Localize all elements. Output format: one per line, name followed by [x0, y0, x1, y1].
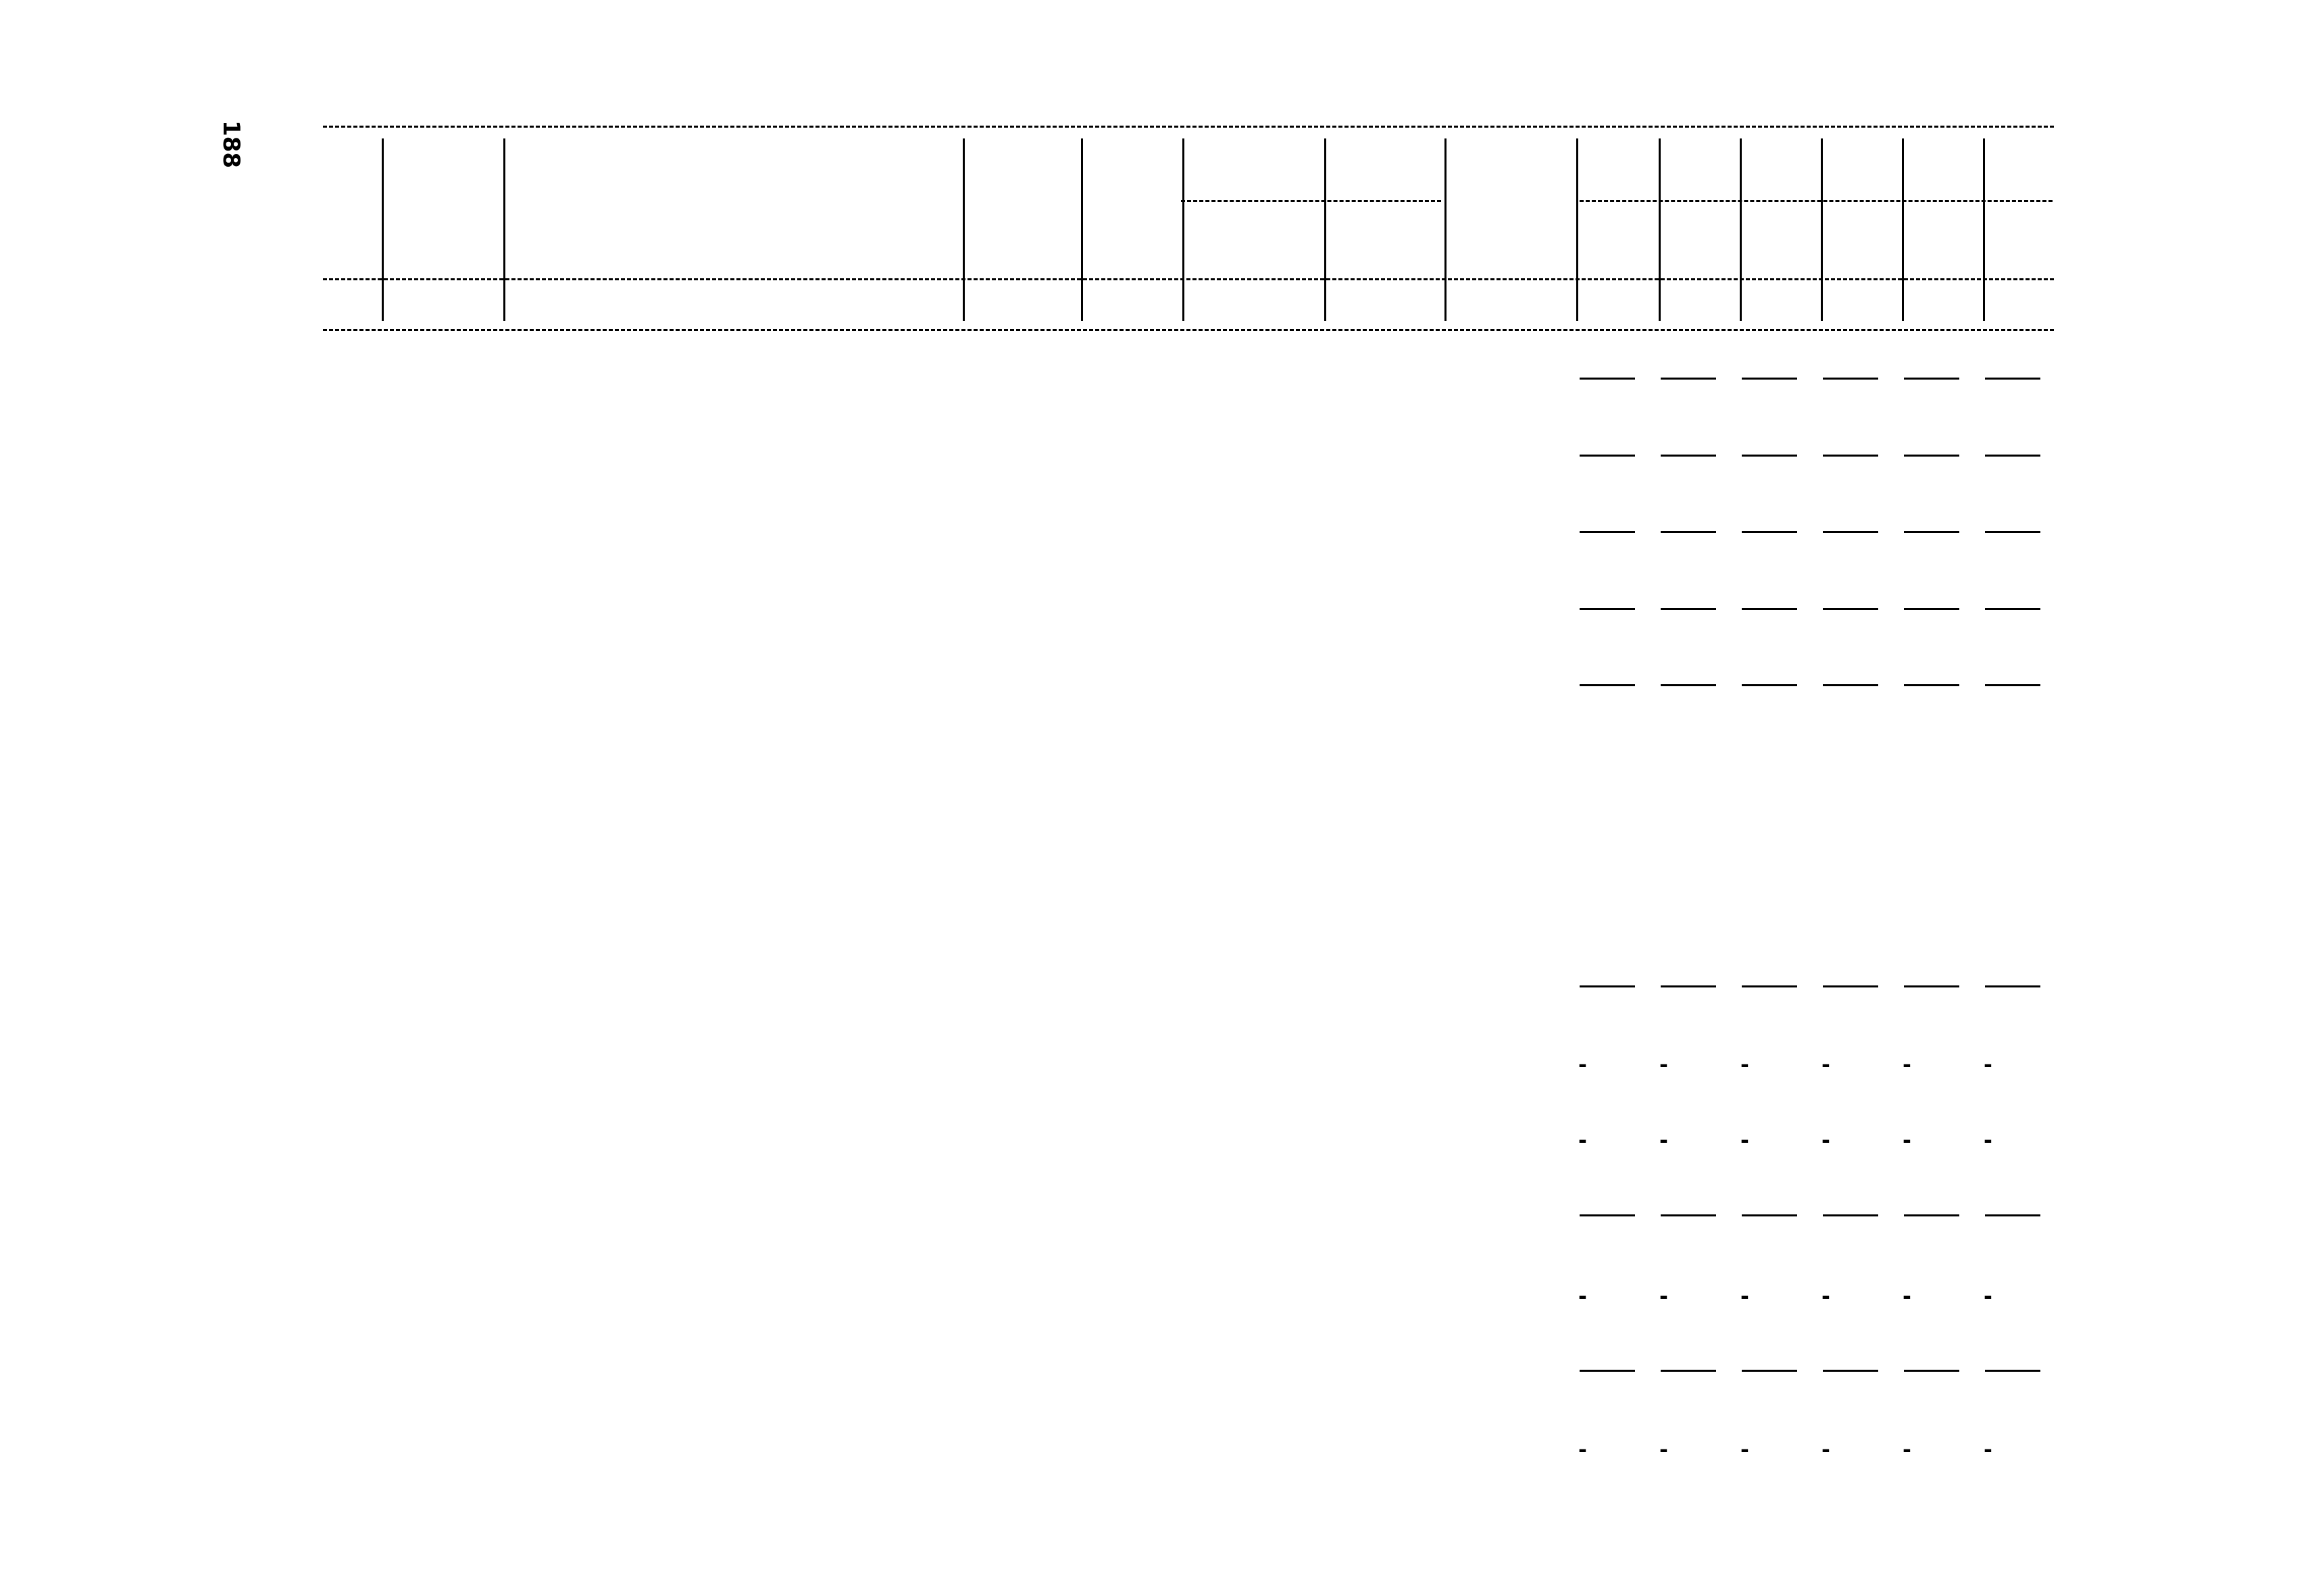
fraction-bar	[1985, 378, 2040, 380]
fraction-bar	[1823, 1214, 1878, 1216]
fraction-dash: -	[1578, 1053, 1587, 1077]
fraction-dash: -	[1659, 1129, 1668, 1153]
header-rule	[323, 126, 2054, 128]
fraction-bar	[1661, 531, 1716, 533]
fraction-bar	[1823, 455, 1878, 457]
fraction-bar	[1661, 378, 1716, 380]
fraction-dash: -	[1903, 1438, 1911, 1462]
fraction-bar	[1904, 608, 1959, 610]
fraction-dash: -	[1659, 1285, 1668, 1309]
header-separator	[1081, 138, 1083, 321]
header-separator	[1576, 138, 1578, 321]
fraction-bar	[1823, 531, 1878, 533]
fraction-bar	[1823, 684, 1878, 686]
fraction-bar	[1661, 1214, 1716, 1216]
fraction-bar	[1904, 985, 1959, 987]
fraction-dash: -	[1740, 1129, 1749, 1153]
header-separator	[1821, 216, 1823, 277]
fraction-bar	[1580, 608, 1635, 610]
fraction-bar	[1823, 1370, 1878, 1372]
fraction-bar	[1904, 378, 1959, 380]
fraction-dash: -	[1578, 1285, 1587, 1309]
fraction-dash: -	[1821, 1129, 1830, 1153]
fraction-dash: -	[1740, 1053, 1749, 1077]
fraction-bar	[1742, 985, 1797, 987]
fraction-bar	[1985, 684, 2040, 686]
fraction-bar	[1661, 684, 1716, 686]
fraction-bar	[1985, 455, 2040, 457]
fraction-bar	[1985, 608, 2040, 610]
header-rule	[323, 278, 2054, 280]
header-separator	[1659, 216, 1661, 277]
fraction-bar	[1580, 985, 1635, 987]
fraction-dash: -	[1821, 1285, 1830, 1309]
fraction-bar	[1823, 985, 1878, 987]
fraction-bar	[1985, 531, 2040, 533]
fraction-bar	[1580, 531, 1635, 533]
fraction-dash: -	[1821, 1438, 1830, 1462]
fraction-bar	[1661, 985, 1716, 987]
fraction-bar	[1904, 1370, 1959, 1372]
header-subrule	[1181, 200, 1441, 202]
header-separator	[1444, 138, 1447, 321]
fraction-bar	[1742, 378, 1797, 380]
page-number: 188	[218, 120, 245, 168]
fraction-bar	[1904, 1214, 1959, 1216]
fraction-bar	[1580, 684, 1635, 686]
fraction-bar	[1823, 378, 1878, 380]
fraction-bar	[1742, 684, 1797, 686]
fraction-bar	[1985, 985, 2040, 987]
fraction-bar	[1580, 378, 1635, 380]
header-separator	[1983, 216, 1985, 277]
fraction-bar	[1580, 1370, 1635, 1372]
fraction-dash: -	[1903, 1285, 1911, 1309]
fraction-dash: -	[1984, 1285, 1992, 1309]
fraction-bar	[1742, 608, 1797, 610]
fraction-dash: -	[1659, 1053, 1668, 1077]
header-separator	[382, 138, 384, 321]
fraction-dash: -	[1903, 1129, 1911, 1153]
fraction-bar	[1580, 455, 1635, 457]
fraction-bar	[1985, 1370, 2040, 1372]
fraction-dash: -	[1659, 1438, 1668, 1462]
header-separator	[963, 138, 965, 321]
fraction-bar	[1823, 608, 1878, 610]
fraction-dash: -	[1821, 1053, 1830, 1077]
fraction-bar	[1661, 1370, 1716, 1372]
fraction-bar	[1742, 1214, 1797, 1216]
header-rule	[323, 329, 2054, 331]
fraction-dash: -	[1903, 1053, 1911, 1077]
fraction-bar	[1661, 608, 1716, 610]
fraction-bar	[1742, 1370, 1797, 1372]
header-separator	[1324, 138, 1326, 321]
fraction-dash: -	[1578, 1438, 1587, 1462]
fraction-bar	[1985, 1214, 2040, 1216]
header-separator	[1182, 138, 1184, 321]
fraction-dash: -	[1578, 1129, 1587, 1153]
fraction-bar	[1742, 455, 1797, 457]
header-separator	[503, 138, 505, 321]
header-subrule	[1580, 200, 2053, 202]
fraction-bar	[1742, 531, 1797, 533]
header-separator	[1740, 216, 1742, 277]
fraction-bar	[1661, 455, 1716, 457]
fraction-dash: -	[1740, 1438, 1749, 1462]
fraction-dash: -	[1984, 1129, 1992, 1153]
fraction-dash: -	[1984, 1438, 1992, 1462]
fraction-bar	[1904, 684, 1959, 686]
fraction-bar	[1904, 455, 1959, 457]
fraction-dash: -	[1984, 1053, 1992, 1077]
header-separator	[1902, 216, 1904, 277]
fraction-bar	[1904, 531, 1959, 533]
fraction-dash: -	[1740, 1285, 1749, 1309]
fraction-bar	[1580, 1214, 1635, 1216]
